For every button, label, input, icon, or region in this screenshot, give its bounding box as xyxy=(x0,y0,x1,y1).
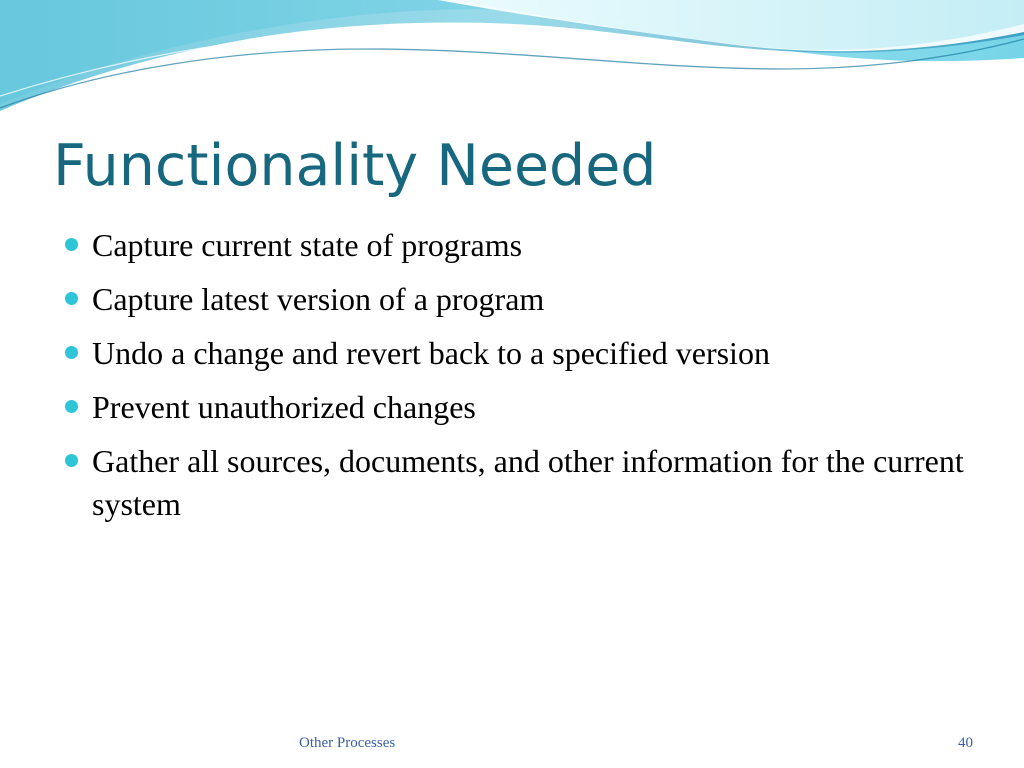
slide-title: Functionality Needed xyxy=(53,133,657,199)
header-wave-decoration xyxy=(0,0,1024,125)
bullet-list xyxy=(64,224,964,537)
bullet-dot-icon xyxy=(65,400,78,413)
bullet-text: Prevent unauthorized changes xyxy=(92,389,476,425)
bullet-dot-icon xyxy=(65,454,78,467)
bullet-item-undo-change xyxy=(64,332,964,375)
bullet-item-capture-latest-version xyxy=(64,278,964,321)
bullet-dot-icon xyxy=(65,346,78,359)
bullet-item-gather-sources xyxy=(64,440,964,526)
bullet-item-capture-current-state xyxy=(64,224,964,267)
bullet-text: Gather all sources, documents, and other information for the current system xyxy=(92,443,964,522)
bullet-dot-icon xyxy=(65,238,78,251)
bullet-text: Undo a change and revert back to a specified version xyxy=(92,335,770,371)
bullet-text: Capture current state of programs xyxy=(92,227,523,263)
bullet-text: Capture latest version of a program xyxy=(92,281,545,317)
slide-number: 40 xyxy=(958,735,973,751)
bullet-dot-icon xyxy=(65,292,78,305)
bullet-item-prevent-unauthorized-changes xyxy=(64,386,964,429)
footer-label: Other Processes xyxy=(299,735,396,751)
